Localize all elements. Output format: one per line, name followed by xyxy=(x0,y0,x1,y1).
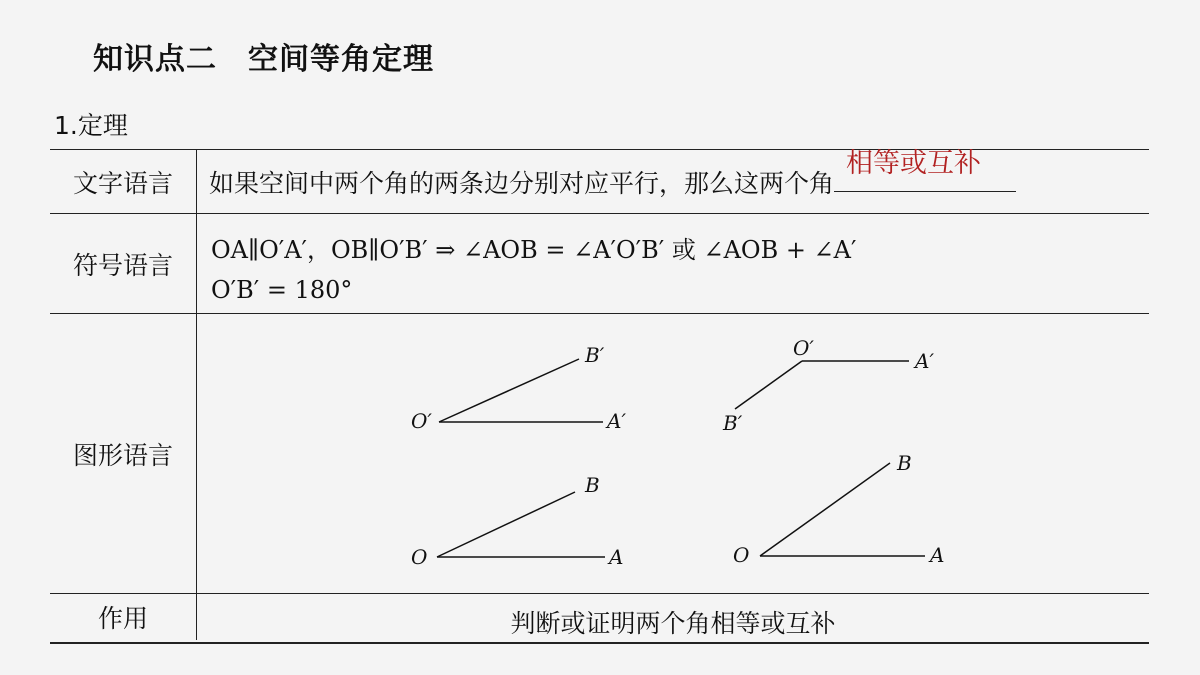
label-a3: A xyxy=(609,545,624,569)
parallel-angles-figure xyxy=(197,314,1149,593)
label-b4: B xyxy=(897,451,912,475)
figure-language-content xyxy=(197,314,1149,593)
label-b2: B′ xyxy=(723,411,743,435)
use-row xyxy=(50,594,1149,640)
text-language-label: 文字语言 xyxy=(50,150,197,213)
ray-o3-b3 xyxy=(437,492,575,557)
use-content xyxy=(197,594,1149,640)
label-a4: A xyxy=(930,543,945,567)
figure-top-right xyxy=(722,336,934,435)
label-b1: B′ xyxy=(585,343,605,367)
label-b3: B xyxy=(585,473,600,497)
theorem-table xyxy=(50,149,1149,644)
text-statement: 如果空间中两个角的两条边分别对应平行，那么这两个角 xyxy=(209,169,835,198)
symbol-line-1: OA∥O′A′，OB∥O′B′ ⇒ ∠AOB = ∠A′O′B′ 或 ∠AOB + ∠A′ xyxy=(211,236,857,264)
figure-language-label: 图形语言 xyxy=(50,314,197,593)
use-label: 作用 xyxy=(50,594,197,640)
symbol-language-content xyxy=(197,214,1149,313)
figure-top-left xyxy=(411,343,626,433)
use-text: 判断或证明两个角相等或互补 xyxy=(510,609,836,638)
label-a2: A′ xyxy=(915,349,934,373)
figure-bottom-left xyxy=(411,473,623,569)
label-o2: O′ xyxy=(793,336,814,360)
symbol-language-label: 符号语言 xyxy=(50,214,197,313)
figure-bottom-right xyxy=(733,451,944,567)
label-a1: A′ xyxy=(607,409,626,433)
label-o1: O′ xyxy=(411,409,432,433)
symbol-line-2: O′B′ = 180° xyxy=(211,276,353,304)
answer-text: 相等或互补 xyxy=(846,148,982,179)
text-language-content xyxy=(197,150,1149,213)
label-o3: O xyxy=(411,545,428,569)
text-language-row xyxy=(50,150,1149,214)
symbol-language-row xyxy=(50,214,1149,314)
ray-o2-b2 xyxy=(735,361,802,409)
ray-o1-b1 xyxy=(439,359,579,422)
section-title: 1.定理 xyxy=(54,111,128,140)
answer-blank xyxy=(834,148,1016,192)
ray-o4-b4 xyxy=(760,463,890,556)
figure-language-row xyxy=(50,314,1149,594)
label-o4: O xyxy=(733,543,750,567)
page-title: 知识点二 空间等角定理 xyxy=(93,42,434,77)
